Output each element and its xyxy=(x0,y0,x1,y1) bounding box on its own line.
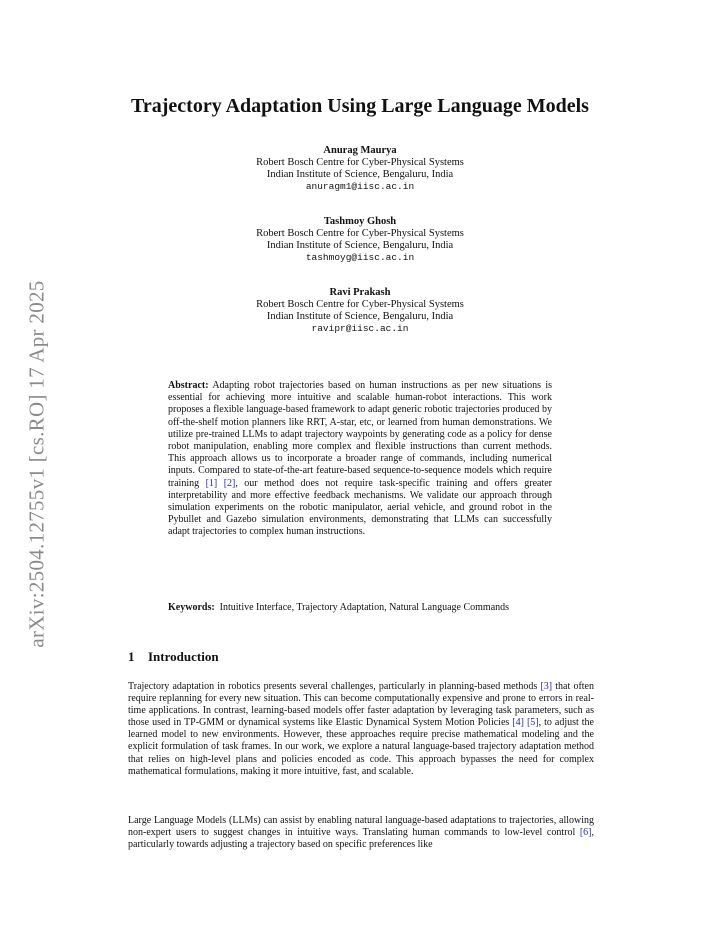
keywords-label: Keywords: xyxy=(168,602,215,613)
author-name: Tashmoy Ghosh xyxy=(323,216,397,227)
keywords xyxy=(168,602,552,614)
author-affiliation: Indian Institute of Science, Bengaluru, India xyxy=(266,169,454,180)
paragraph-text: Trajectory adaptation in robotics presents several challenges, particularly in planning-based methods xyxy=(128,681,541,692)
paragraph-text: Large Language Models (LLMs) can assist by enabling natural language-based adaptations to trajectories, allowing non-expert users to suggest changes in intuitive ways. Translating human commands to low-level control xyxy=(128,815,594,839)
author-email: tashmoyg@iisc.ac.in xyxy=(305,252,415,263)
author-block xyxy=(0,216,720,264)
paper-title: Trajectory Adaptation Using Large Language Models xyxy=(131,95,589,117)
author-affiliation: Robert Bosch Centre for Cyber-Physical Systems xyxy=(256,157,464,168)
author-affiliation: Robert Bosch Centre for Cyber-Physical Systems xyxy=(256,228,464,239)
author-email: ravipr@iisc.ac.in xyxy=(311,323,409,334)
citation-link[interactable]: [6] xyxy=(579,827,592,839)
citation-link[interactable]: [4] xyxy=(512,717,524,729)
author-block xyxy=(0,287,720,335)
body-paragraph xyxy=(128,815,594,851)
body-paragraph xyxy=(128,681,594,778)
paragraph-text: that often require replanning for every new situation. This can become computationally expensive and prone to errors in real-time applications. In contrast, learning-based models offer faster adaptation by leveraging task parameters, such as those used in TP-GMM or dynamical systems like Elastic Dynamical System Motion Policies xyxy=(128,681,594,729)
abstract-text: Adapting robot trajectories based on human instructions as per new situations is essential for achieving more intuitive and scalable human-robot interactions. This work proposes a flexible language-based framework to adapt generic robotic trajectories produced by off-the-shelf motion planners like RRT, A-star, etc, or learned from human demonstrations. We utilize pre-trained LLMs to adapt trajectory waypoints by generating code as a policy for dense robot manipulation, enabling more complex and flexible instructions than current methods. This approach allows us to incorporate a broader range of commands, including numerical inputs. Compared to state-of-the-art feature-based sequence-to-sequence models which require training xyxy=(168,380,552,489)
citation-link[interactable]: [1] xyxy=(205,477,218,489)
author-affiliation: Indian Institute of Science, Bengaluru, India xyxy=(266,240,454,251)
author-name: Ravi Prakash xyxy=(329,287,391,298)
abstract xyxy=(168,380,552,539)
section-heading xyxy=(128,649,219,665)
author-affiliation: Indian Institute of Science, Bengaluru, India xyxy=(266,311,454,322)
section-title: Introduction xyxy=(148,649,219,664)
keywords-text: Intuitive Interface, Trajectory Adaptation, Natural Language Commands xyxy=(219,602,510,613)
citation-link[interactable]: [3] xyxy=(540,681,553,692)
arxiv-identifier: arXiv:2504.12755v1 [cs.RO] 17 Apr 2025 xyxy=(24,280,49,648)
author-email: anuragm1@iisc.ac.in xyxy=(305,181,415,192)
abstract-label: Abstract: xyxy=(168,380,209,391)
paragraph-text: , to adjust the learned model to new environments. However, these approaches require precise mathematical modeling and the explicit formulation of task frames. In our work, we explore a natural language-based trajectory adaptation method that relies on high-level plans and policies encoded as code. This approach bypasses the need for complex mathematical formulations, making it more intuitive, fast, and scalable. xyxy=(128,717,594,777)
abstract-text: , our method does not require task-specific training and offers greater interpretability and more effective feedback mechanisms. We validate our approach through simulation experiments on the robotic manipulator, aerial vehicle, and ground robot in the Pybullet and Gazebo simulation environments, demonstrating that LLMs can successfully adapt trajectories to complex human instructions. xyxy=(168,477,553,538)
author-name: Anurag Maurya xyxy=(323,145,397,156)
citation-link[interactable]: [2] xyxy=(223,477,236,489)
author-affiliation: Robert Bosch Centre for Cyber-Physical Systems xyxy=(256,299,464,310)
citation-link[interactable]: [5] xyxy=(526,717,539,729)
author-block xyxy=(0,145,720,193)
section-number: 1 xyxy=(128,649,135,664)
paragraph-text: , particularly towards adjusting a trajectory based on specific preferences like xyxy=(128,827,594,851)
